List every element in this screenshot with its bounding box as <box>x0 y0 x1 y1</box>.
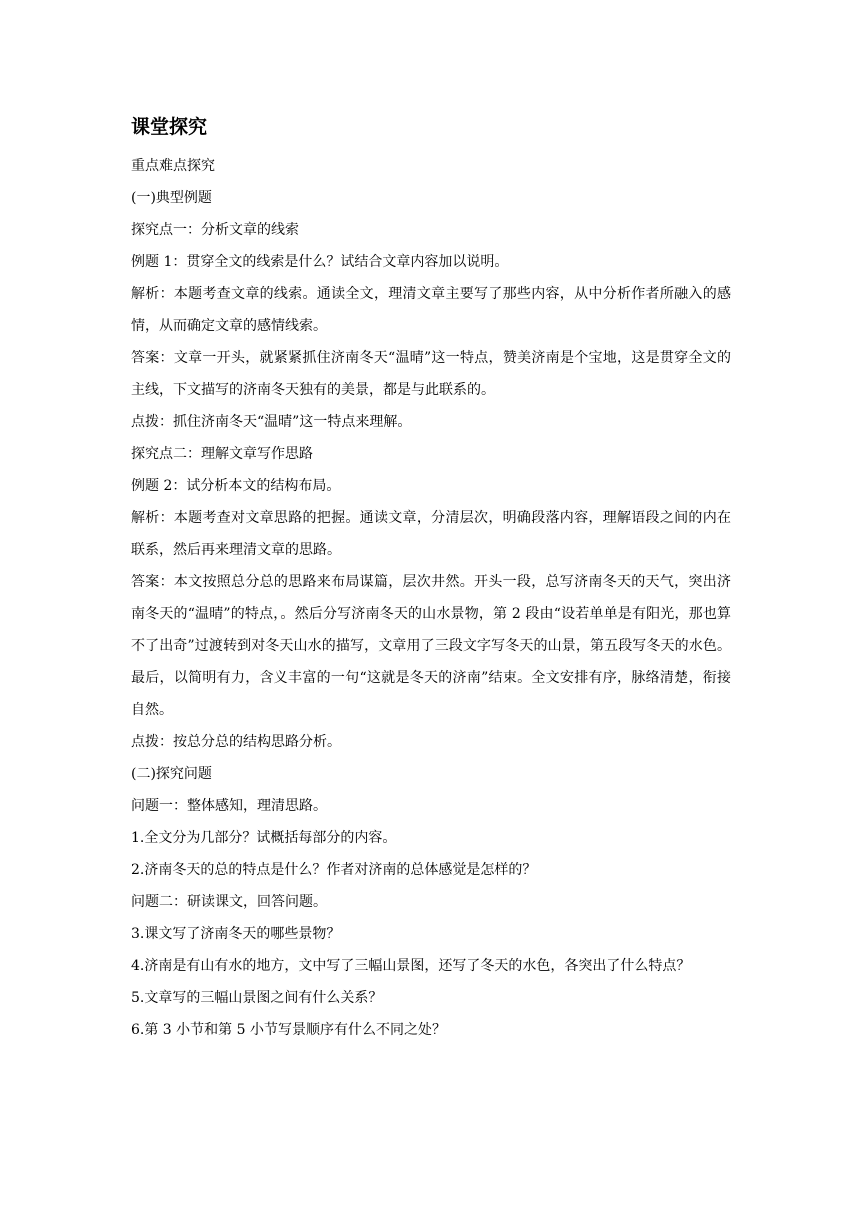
question-item: 2.济南冬天的总的特点是什么？作者对济南的总体感觉是怎样的？ <box>131 862 537 878</box>
subheading-typical-examples: (一)典型例题 <box>131 190 212 206</box>
question-group-two: 问题二：研读课文，回答问题。 <box>131 894 327 910</box>
example-two-tip: 点拨：按总分总的结构思路分析。 <box>131 734 341 750</box>
example-two-question: 例题 2：试分析本文的结构布局。 <box>131 478 341 494</box>
example-one-tip: 点拨：抓住济南冬天“温晴”这一特点来理解。 <box>131 414 412 430</box>
document-body <box>131 112 731 1046</box>
point-two-heading: 探究点二：理解文章写作思路 <box>131 446 313 462</box>
question-item: 1.全文分为几部分？试概括每部分的内容。 <box>131 830 397 846</box>
question-item: 6.第 3 小节和第 5 小节写景顺序有什么不同之处？ <box>131 1022 446 1038</box>
example-two-analysis: 解析：本题考查对文章思路的把握。通读文章，分清层次，明确段落内容，理解语段之间的内在联系，然后再来理清文章的思路。 <box>131 510 731 558</box>
section-title: 课堂探究 <box>131 116 208 138</box>
subheading-explore-questions: (二)探究问题 <box>131 766 212 782</box>
example-one-answer: 答案：文章一开头，就紧紧抓住济南冬天“温晴”这一特点，赞美济南是个宝地，这是贯穿全文的主线，下文描写的济南冬天独有的美景，都是与此联系的。 <box>131 350 731 398</box>
question-item: 3.课文写了济南冬天的哪些景物？ <box>131 926 341 942</box>
subheading-key-points: 重点难点探究 <box>131 158 215 174</box>
example-two-answer: 答案：本文按照总分总的思路来布局谋篇，层次井然。开头一段，总写济南冬天的天气，突出济南冬天的“温晴”的特点，。然后分写济南冬天的山水景物，第 2 段由“设若单单是有阳光，那也算不了出奇”过渡转到对冬天山水的描写，文章用了三段文字写冬天的山景，第五段写冬天的水色。最后，以简明有力，含义丰富的一句“这就是冬天的济南”结束。全文安排有序，脉络清楚，衔接自然。 <box>131 574 731 718</box>
point-one-heading: 探究点一：分析文章的线索 <box>131 222 299 238</box>
question-item: 4.济南是有山有水的地方，文中写了三幅山景图，还写了冬天的水色，各突出了什么特点？ <box>131 958 691 974</box>
example-one-analysis: 解析：本题考查文章的线索。通读全文，理清文章主要写了那些内容，从中分析作者所融入的感情，从而确定文章的感情线索。 <box>131 286 731 334</box>
example-one-question: 例题 1：贯穿全文的线索是什么？试结合文章内容加以说明。 <box>131 254 509 270</box>
question-group-one: 问题一：整体感知，理清思路。 <box>131 798 327 814</box>
question-item: 5.文章写的三幅山景图之间有什么关系？ <box>131 990 383 1006</box>
